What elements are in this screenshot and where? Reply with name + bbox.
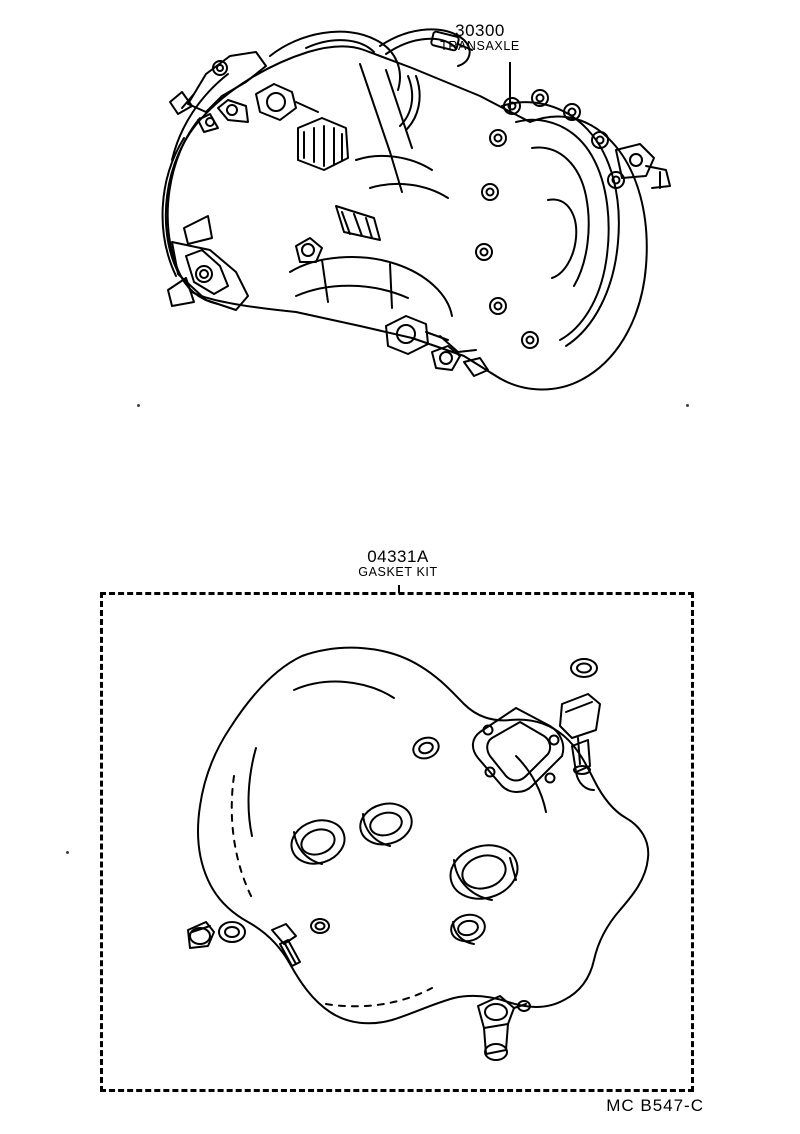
gasket-kit-part-name: GASKET KIT bbox=[358, 564, 438, 579]
registration-dot bbox=[686, 404, 689, 407]
callout-transaxle bbox=[400, 22, 560, 53]
registration-dot bbox=[137, 404, 140, 407]
transaxle-part-number: 30300 bbox=[455, 21, 505, 40]
diagram-code: MC B547-C bbox=[606, 1096, 704, 1115]
transaxle-leader-line bbox=[509, 62, 511, 114]
gasket-kit-part-number: 04331A bbox=[367, 547, 429, 566]
gasket-kit-illustration bbox=[80, 580, 730, 1100]
registration-dot bbox=[66, 851, 69, 854]
transaxle-illustration bbox=[60, 10, 740, 410]
callout-gasket-kit bbox=[318, 548, 478, 579]
transaxle-part-name: TRANSAXLE bbox=[440, 38, 520, 53]
